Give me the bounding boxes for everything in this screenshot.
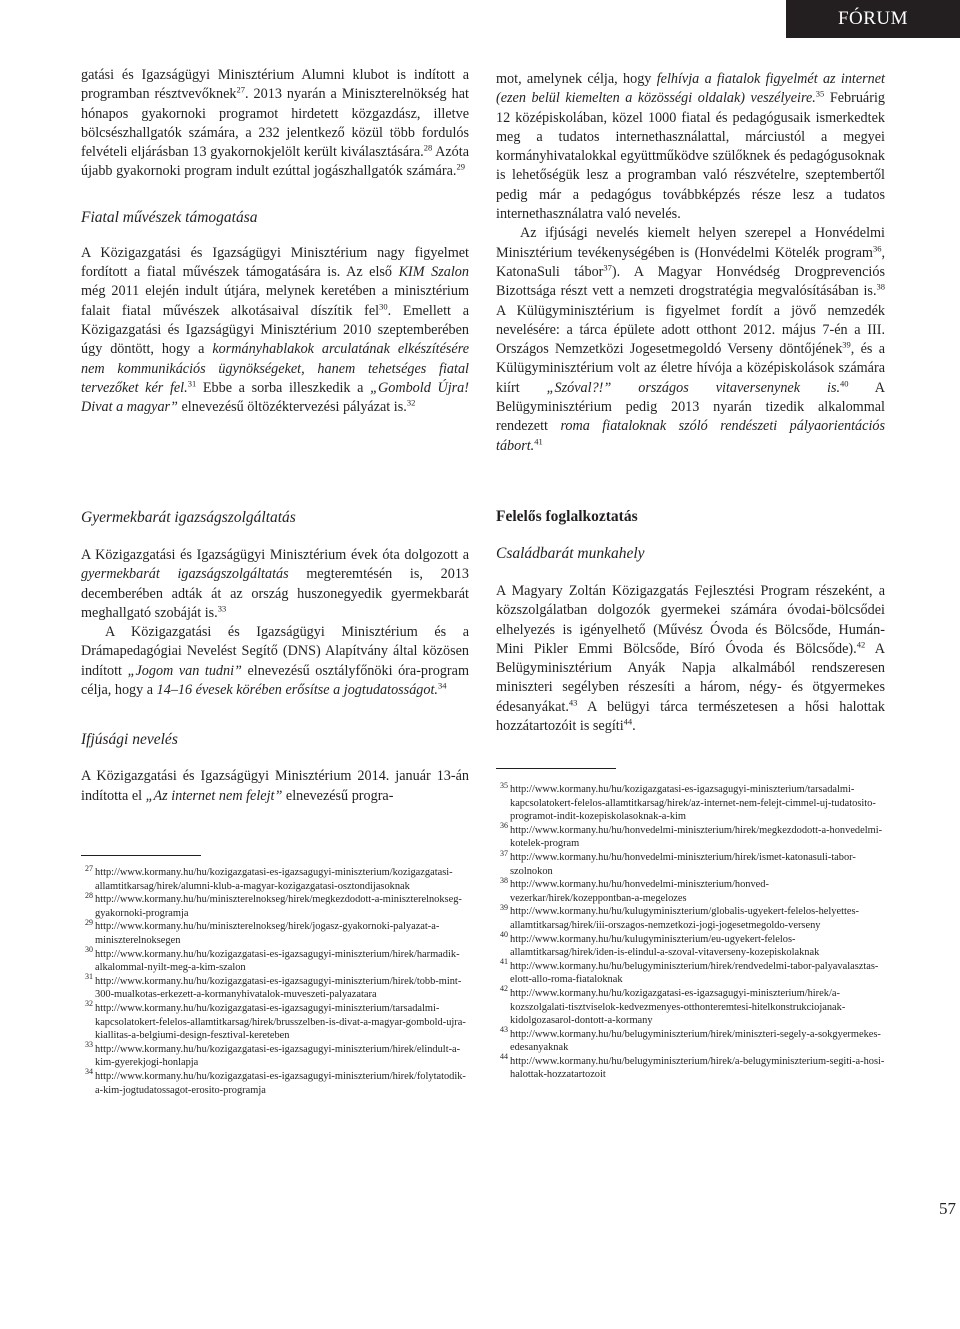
footnote-ref[interactable]: 27 [236, 84, 245, 95]
footnote-ref[interactable]: 41 [534, 435, 543, 446]
paragraph: A Közigazgatási és Igazságügyi Minisztérium 2014. január 13-án indította el „Az internet nem felejt” elnevezésű progra- [81, 768, 469, 804]
right-column-top [496, 70, 885, 456]
footnote-ref[interactable]: 34 [437, 680, 447, 691]
footnote-ref[interactable]: 38 [876, 281, 885, 292]
footnote-ref[interactable]: 44 [623, 716, 633, 727]
footnote-link[interactable]: http://www.kormany.hu/hu/belugyminiszterium/hirek/a-belugyminiszterium-segiti-a-hosi-halottak-hozzatartozoit [510, 1055, 885, 1081]
right-column-middle [496, 507, 885, 736]
footnote-link[interactable]: http://www.kormany.hu/hu/kozigazgatasi-es-igazsagugyi-miniszterium/hirek/elindult-a-kim-gyerekjogi-honlapja [95, 1043, 461, 1069]
section-label: FÓRUM [837, 8, 909, 29]
footnote-ref[interactable]: 42 [856, 639, 866, 650]
footnote: 44 http://www.kormany.hu/hu/belugyminiszterium/hirek/a-belugyminiszterium-segiti-a-hosi-halottak-hozzatartozoit [500, 1052, 885, 1081]
footnote-link[interactable]: http://www.kormany.hu/hu/kulugyminiszterium/globalis-ugyekert-felelos-helyettes-allamtitkarsag/hirek/iii-orszagos-nemzetkozi-jogi-jogesetmegoldo-verseny [510, 906, 859, 931]
section-heading: Gyermekbarát igazságszolgáltatás [81, 509, 296, 526]
footnote-link[interactable]: http://www.kormany.hu/hu/miniszterelnokseg/hirek/jogasz-gyakornoki-palyazat-a-miniszterelnoksegen [95, 921, 440, 946]
section-heading: Ifjúsági nevelés [81, 731, 178, 749]
footnote-link[interactable]: http://www.kormany.hu/hu/kozigazgatasi-es-igazsagugyi-miniszterium/hirek/folytatodik-a-kim-jogtudatossagot-erosito-programja [95, 1070, 466, 1096]
footnote-ref[interactable]: 29 [456, 161, 465, 172]
footnote-ref[interactable]: 35 [815, 88, 825, 99]
paragraph: mot, amelynek célja, hogy felhívja a fiatalok figyelmét az internet (ezen belül kiemelten a közösségi oldalak) veszélyeire.$^{35}$ Februárig 12 középiskolában, közel 1000 fiatal és pedagógusaik ismerkedtek meg a tudatos internethasználattal, márciustól a megyei kormányhivatalokkal együttműködve szülőknek és pedagógusoknak is lehetőségük lesz a programban való részvételre, szeptembertől pedig már a pedagógus továbbképzés része lesz a tudatos internethasználatra való nevelés. [496, 71, 886, 223]
footnote-link[interactable]: http://www.kormany.hu/hu/honvedelmi-miniszterium/honved-vezerkar/hirek/kozeppontban-a-megelozes [510, 879, 769, 904]
paragraph: gatási és Igazságügyi Minisztérium Alumni klubot is indított a programban résztvevőknek$^{27}$. 2013 nyarán a Miniszterelnökség hat hónapos gyakornoki programot hirdetett közgazdász, illetve bölcsészhallgatók számára, a 232 jelentkező közül több fordulós felvételi eljárásban 13 gyakornokjelölt került kiválasztására.$^{28}$ Azóta újabb gyakornoki program indult ezúttal jogászhallgatók számára.$^{29}$ [81, 67, 469, 180]
footnote: 30 http://www.kormany.hu/hu/kozigazgatasi-es-igazsagugyi-miniszterium/hirek/harmadik-alkalommal-nyilt-meg-a-kim-szalon [85, 945, 460, 974]
footnote: 40 http://www.kormany.hu/hu/kulugyminiszterium/eu-ugyekert-felelos-allamtitkarsag/hirek/iden-is-elindul-a-szoval-vitaverseny-kozepiskolaknak [500, 930, 820, 959]
paragraph: A Közigazgatási és Igazságügyi Minisztérium évek óta dolgozott a gyermekbarát igazságszolgáltatás megteremtésén is, 2013 decemberében adták át az ország huszonegyedik gyermekbarát meghallgató szobáját is.$^{33}$ [81, 547, 470, 621]
footnote-ref[interactable]: 33 [217, 603, 227, 614]
footnote-ref[interactable]: 43 [568, 697, 578, 708]
footnote-link[interactable]: http://www.kormany.hu/hu/kozigazgatasi-es-igazsagugyi-miniszterium/kozigazgatasi-allamtitkarsag/hirek/alumni-klub-a-magyar-kozigazgatasi-osztondijasoknak [95, 867, 453, 892]
footnote-ref[interactable]: 31 [187, 378, 197, 389]
footnote-ref[interactable]: 32 [406, 397, 416, 408]
left-column-top [81, 66, 469, 417]
footnote-ref[interactable]: 28 [423, 142, 433, 153]
page-number: 57 [939, 1199, 956, 1218]
paragraph: Az ifjúsági nevelés kiemelt helyen szerepel a Honvédelmi Minisztérium tevékenységében is (Honvédelmi Kötelék program$^{36}$, KatonaSuli tábor$^{37}$). A Magyar Honvédség Drogprevenciós Bizottsága részt vett a nemzeti drogstratégia megvalósításában is.$^{38}$ A Külügyminisztérium is figyelmet fordít a jövő nemzedék nevelésére: a tárca épülete adott otthont 2012. május 7-én a III. Országos Nemzetközi Jogesetmegoldó Verseny döntőjének$^{39}$, és a Külügyminisztérium volt az életre hívója a középiskolások számára kiírt „Szóval?!” országos vitaversenynek is.$^{40}$ A Belügyminisztérium pedig 2013 nyarán tizedik alkalommal rendezett roma fiataloknak szóló rendészeti pályaorientációs tábort.$^{41}$ [496, 225, 885, 454]
footnote: 31 http://www.kormany.hu/hu/kozigazgatasi-es-igazsagugyi-miniszterium/hirek/tobb-mint-300-mualkotas-erkezett-a-kormanyhivatalok-muveszeti-palyazatara [85, 972, 462, 1001]
footnote: 32 http://www.kormany.hu/hu/kozigazgatasi-es-igazsagugyi-miniszterium/tarsadalmi-kapcsolatokert-felelos-allamtitkarsag/hirek/brusszelben-is-divat-a-magyar-gombold-ujra-kiallitas-a-belgiumi-design-fesztival-kereteben [85, 999, 466, 1042]
footnote-ref[interactable]: 40 [840, 378, 849, 389]
footnote-link[interactable]: http://www.kormany.hu/hu/kozigazgatasi-es-igazsagugyi-miniszterium/hirek/harmadik-alkalommal-nyilt-meg-a-kim-szalon [95, 948, 460, 974]
footnote-ref[interactable]: 39 [842, 339, 851, 350]
footnote: 35 http://www.kormany.hu/hu/kozigazgatasi-es-igazsagugyi-miniszterium/tarsadalmi-kapcsolatokert-felelos-allamtitkarsag/hirek/az-internet-nem-felejt-cimmel-uj-tudatosito-programot-indit-kozepiskolasoknak-a-kim [500, 780, 876, 823]
footnote-link[interactable]: http://www.kormany.hu/hu/kozigazgatasi-es-igazsagugyi-miniszterium/tarsadalmi-kapcsolatokert-felelos-allamtitkarsag/hirek/brusszelben-is-divat-a-magyar-gombold-ujra-kiallitas-a-belgiumi-design-fesztival-kereteben [95, 1002, 466, 1042]
section-tab [786, 0, 960, 38]
subsection-heading: Családbarát munkahely [496, 545, 645, 562]
footnote-link[interactable]: http://www.kormany.hu/hu/kozigazgatasi-es-igazsagugyi-miniszterium/hirek/tobb-mint-300-mualkotas-erkezett-a-kormanyhivatalok-muveszeti-palyazatara [95, 975, 462, 1001]
left-column-middle [81, 508, 469, 806]
footnote-link[interactable]: http://www.kormany.hu/hu/kulugyminiszterium/eu-ugyekert-felelos-allamtitkarsag/hirek/iden-is-elindul-a-szoval-vitaverseny-kozepiskolaknak [510, 933, 820, 959]
paragraph: A Közigazgatási és Igazságügyi Minisztérium nagy figyelmet fordított a fiatal művészek támogatására is. Az első KIM Szalon még 2011 elején indult útjára, melynek keretében a minisztérium falait fiatal művészek alkotásaival díszítik fel$^{30}$. Emellett a Közigazgatási és Igazságügyi Minisztérium 2010 szeptemberében úgy döntött, hogy a kormányhablakok arculatának elkészítésére nem kommunikációs ügynökségeket, hanem tehetséges fiatal tervezőket kér fel.$^{31}$ Ebbe a sorba illeszkedik a „Gombold Újra! Divat a magyar” elnevezésű öltözéktervezési pályázat is.$^{32}$ [81, 244, 469, 416]
footnote-link[interactable]: http://www.kormany.hu/hu/honvedelmi-miniszterium/hirek/ismet-katonasuli-tabor-szolnokon [510, 851, 856, 877]
footnote-link[interactable]: http://www.kormany.hu/hu/kozigazgatasi-es-igazsagugyi-miniszterium/tarsadalmi-kapcsolatokert-felelos-allamtitkarsag/hirek/az-internet-nem-felejt-cimmel-uj-tudatosito-programot-indit-kozepiskolasoknak-a-kim [510, 784, 876, 823]
footnote: 27 http://www.kormany.hu/hu/kozigazgatasi-es-igazsagugyi-miniszterium/kozigazgatasi-allamtitkarsag/hirek/alumni-klub-a-magyar-kozigazgatasi-osztondijasoknak [85, 863, 453, 892]
footnote-link[interactable]: http://www.kormany.hu/hu/honvedelmi-miniszterium/hirek/megkezdodott-a-honvedelmi-kotelek-program [510, 824, 883, 850]
section-heading: Felelős foglalkoztatás [496, 508, 638, 525]
footnote: 42 http://www.kormany.hu/hu/kozigazgatasi-es-igazsagugyi-miniszterium/hirek/a-kozszolgalati-tisztviselok-kedvezmenyes-otthonteremtesi-hitelkonstrukciojanak-kidolgozasarol-dontott-a-kormany [500, 984, 846, 1027]
footnote: 33 http://www.kormany.hu/hu/kozigazgatasi-es-igazsagugyi-miniszterium/hirek/elindult-a-kim-gyerekjogi-honlapja [85, 1040, 461, 1069]
footnote: 36 http://www.kormany.hu/hu/honvedelmi-miniszterium/hirek/megkezdodott-a-honvedelmi-kotelek-program [500, 821, 883, 850]
footnote: 43 http://www.kormany.hu/hu/belugyminiszterium/hirek/miniszteri-segely-a-sokgyermekes-edesanyaknak [500, 1025, 881, 1054]
footnote-ref[interactable]: 36 [872, 242, 882, 253]
footnote: 41 http://www.kormany.hu/hu/belugyminiszterium/hirek/rendvedelmi-tabor-palyavalasztas-elott-allo-roma-fiataloknak [500, 957, 879, 986]
footnote-rule [81, 855, 201, 856]
footnotes-left [81, 863, 469, 1097]
footnote: 29 http://www.kormany.hu/hu/miniszterelnokseg/hirek/jogasz-gyakornoki-palyazat-a-miniszterelnoksegen [85, 917, 440, 946]
footnote-rule [496, 768, 616, 769]
footnote-link[interactable]: http://www.kormany.hu/hu/miniszterelnokseg/hirek/megkezdodott-a-miniszterelnokseg-gyakornoki-programja [95, 894, 462, 919]
footnote: 39 http://www.kormany.hu/hu/kulugyminiszterium/globalis-ugyekert-felelos-helyettes-allamtitkarsag/hirek/iii-orszagos-nemzetkozi-jogi-jogesetmegoldo-verseny [500, 902, 859, 931]
footnote-ref[interactable]: 30 [379, 300, 388, 311]
footnote-ref[interactable]: 37 [603, 262, 612, 273]
footnote: 34 http://www.kormany.hu/hu/kozigazgatasi-es-igazsagugyi-miniszterium/hirek/folytatodik-a-kim-jogtudatossagot-erosito-programja [85, 1067, 466, 1096]
footnote-link[interactable]: http://www.kormany.hu/hu/belugyminiszterium/hirek/miniszteri-segely-a-sokgyermekes-edesanyaknak [510, 1028, 881, 1054]
paragraph: A Magyary Zoltán Közigazgatás Fejlesztési Program részeként, a közszolgálatban dolgozók gyermekei számára óvodai-bölcsődei elhelyezés is igényelhető (Művész Óvoda és Bölcsőde, Humán-Mini Pikler Emmi Bölcsőde, Bíró Óvoda és Bölcsőde).$^{42}$ A Belügyminisztérium Anyák Napja alkalmából rendszeresen miniszteri segélyben részesíti a három, négy- és ötgyermekes édesanyákat.$^{43}$ A belügyi tárca természetesen a hősi halottak hozzátartozóit is segíti$^{44}$. [496, 583, 885, 735]
footnotes-right [496, 780, 885, 1082]
footnote: 38 http://www.kormany.hu/hu/honvedelmi-miniszterium/honved-vezerkar/hirek/kozeppontban-a-megelozes [500, 875, 769, 904]
footnote-link[interactable]: http://www.kormany.hu/hu/kozigazgatasi-es-igazsagugyi-miniszterium/hirek/a-kozszolgalati-tisztviselok-kedvezmenyes-otthonteremtesi-hitelkonstrukciojanak-kidolgozasarol-dontott-a-kormany [510, 987, 846, 1027]
paragraph: A Közigazgatási és Igazságügyi Minisztérium és a Drámapedagógiai Nevelést Segítő (DNS) Alapítvány által közösen indított „Jogom van tudni” elnevezésű osztályfőnöki óra-program célja, hogy a 14–16 évesek körében erősítse a jogtudatosságot.$^{34}$ [81, 624, 469, 699]
footnote-link[interactable]: http://www.kormany.hu/hu/belugyminiszterium/hirek/rendvedelmi-tabor-palyavalasztas-elott-allo-roma-fiataloknak [510, 960, 879, 986]
footnote: 37 http://www.kormany.hu/hu/honvedelmi-miniszterium/hirek/ismet-katonasuli-tabor-szolnokon [500, 848, 856, 877]
footnote: 28 http://www.kormany.hu/hu/miniszterelnokseg/hirek/megkezdodott-a-miniszterelnokseg-gyakornoki-programja [85, 890, 462, 919]
section-heading: Fiatal művészek támogatása [81, 208, 258, 226]
